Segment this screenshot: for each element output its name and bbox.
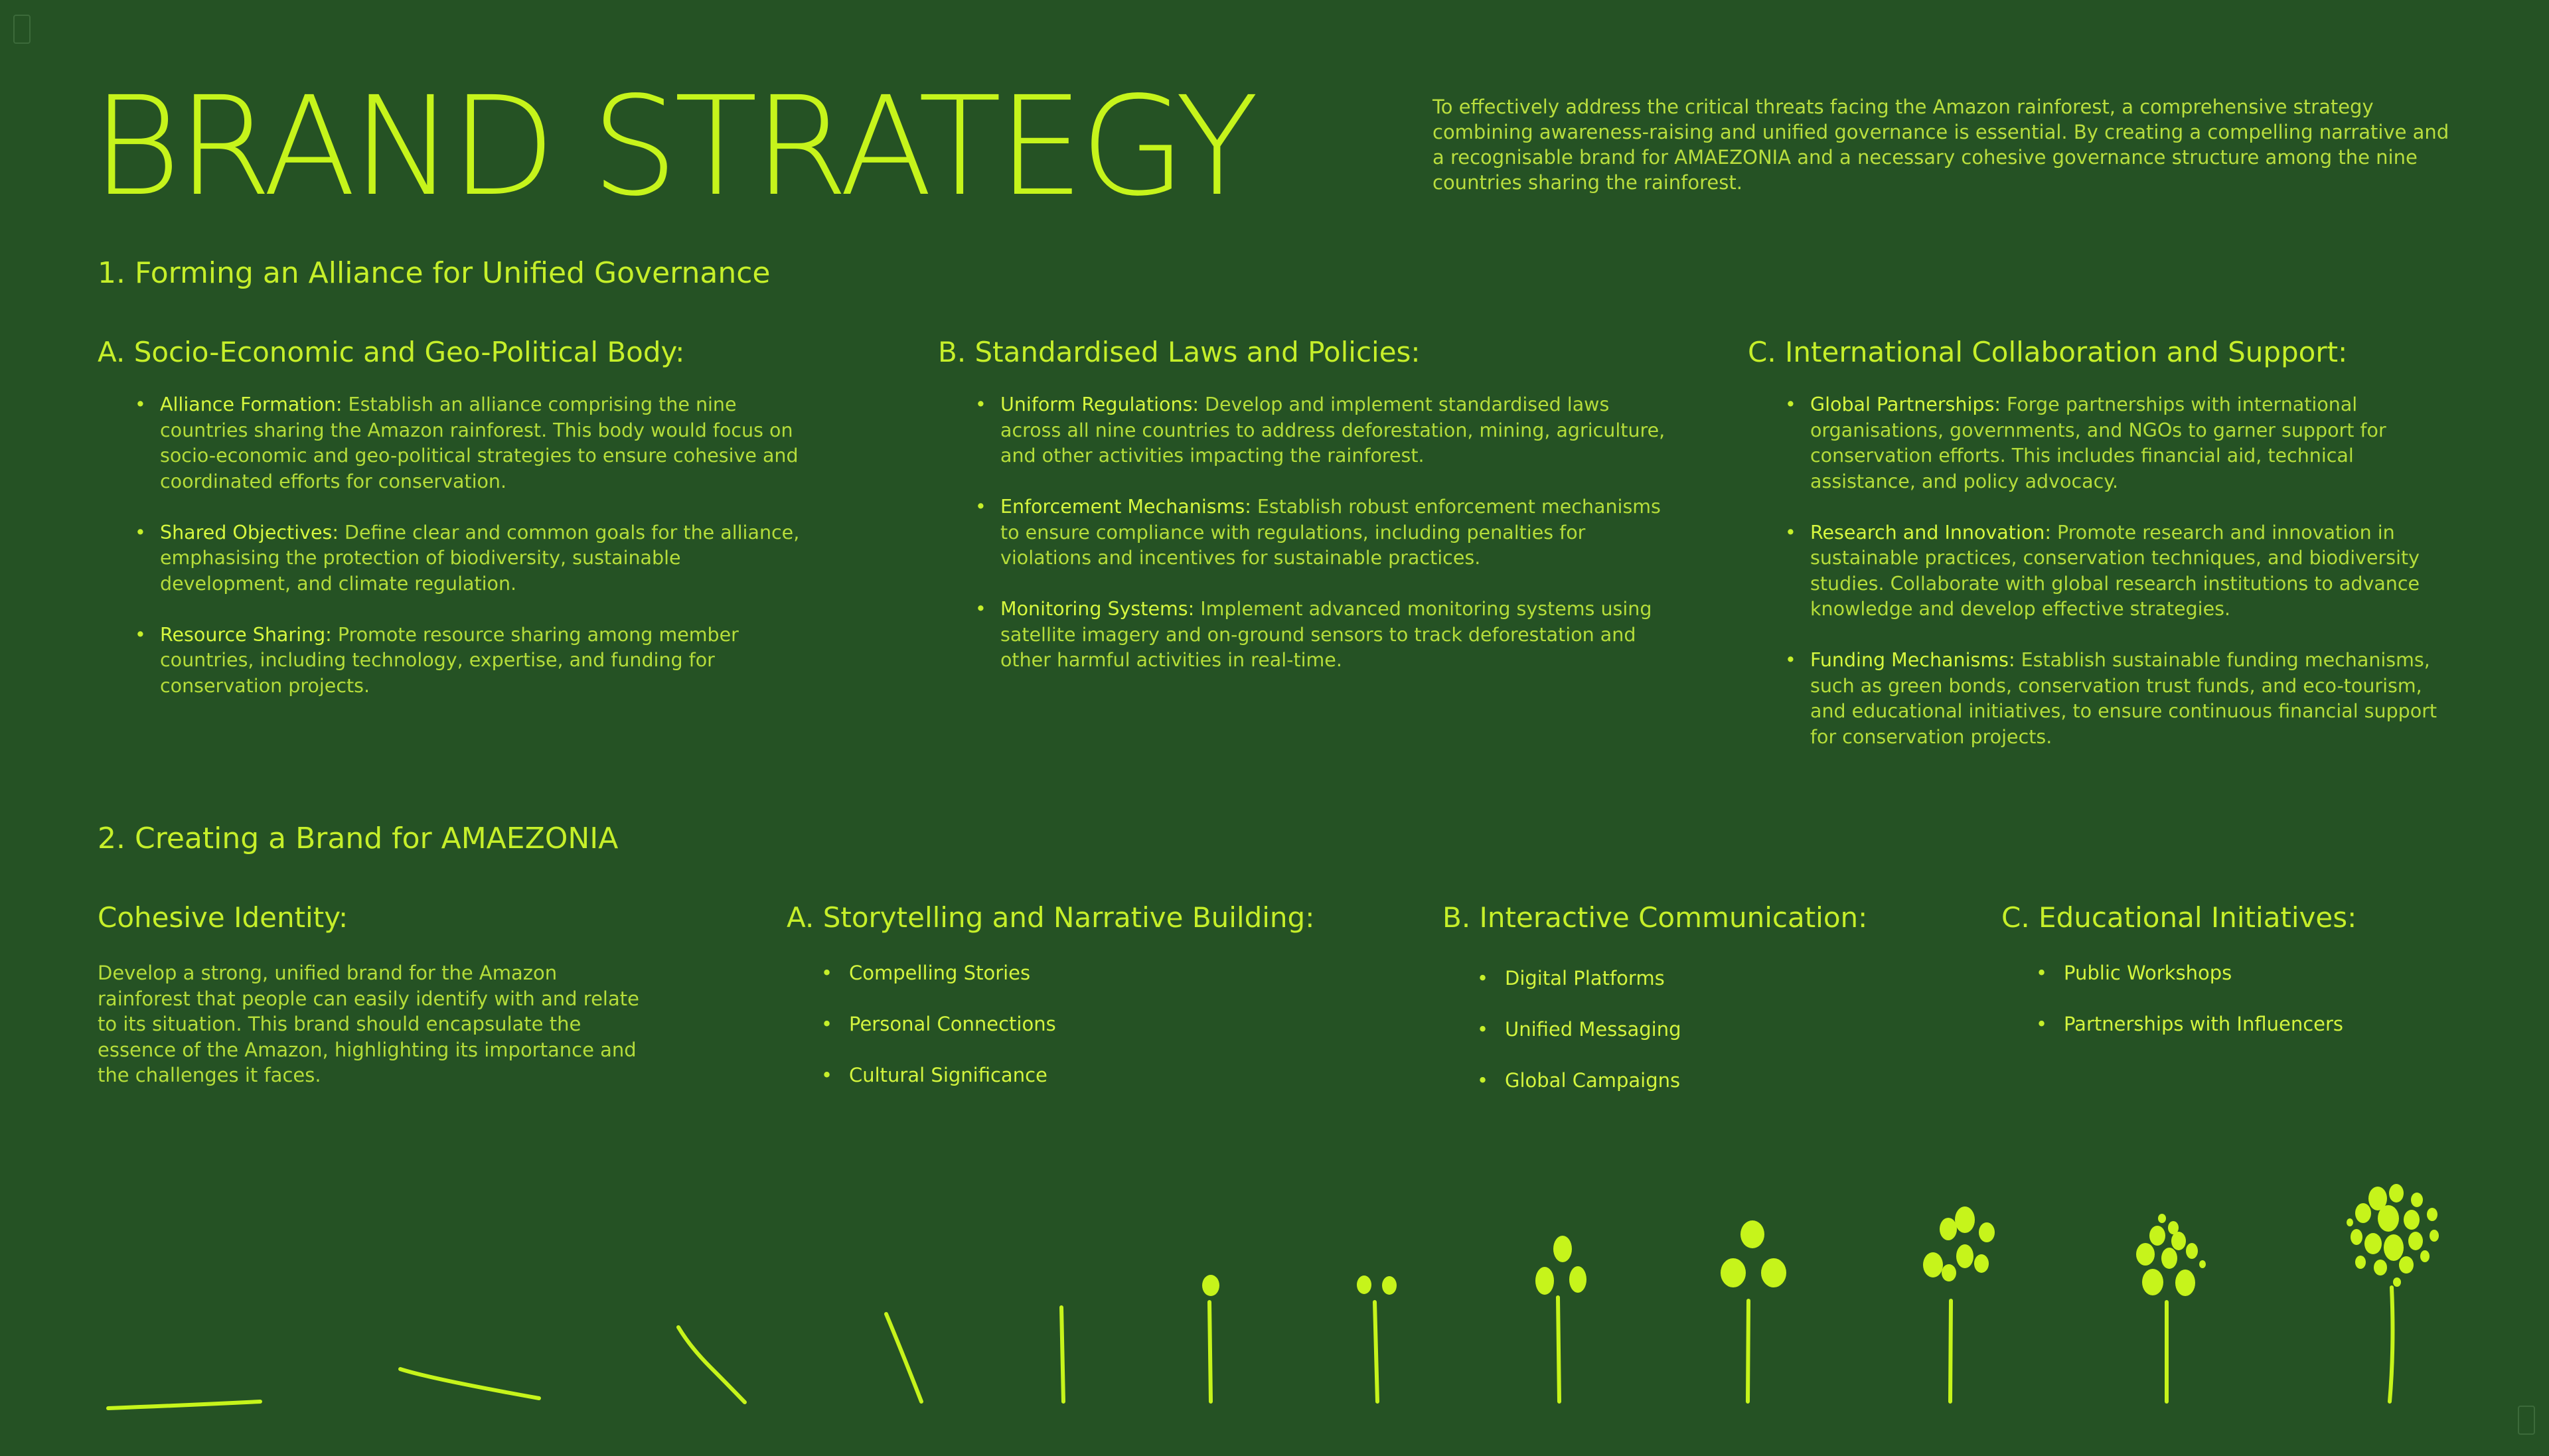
leaf-blob: [2148, 1251, 2153, 1258]
leaf-blob: [1569, 1266, 1586, 1293]
list-item: [787, 1011, 1384, 1037]
leaf-blob: [2408, 1232, 2423, 1250]
bullet-icon: •: [975, 394, 986, 415]
plant-growth-illustration: [0, 1141, 2549, 1420]
leaf-blob: [1740, 1220, 1764, 1248]
list-item: [98, 520, 814, 597]
item-text: Digital Platforms: [1505, 967, 1665, 989]
item-term: Research and Innovation:: [1810, 521, 2051, 544]
item-text: Establish robust enforcement mechanisms to ensure compliance with regulations, including penalties for violations and incentives for sustainable practices.: [1000, 496, 1661, 569]
section-2-heading: 2. Creating a Brand for AMAEZONIA: [98, 822, 619, 855]
list-item: [1442, 1068, 1973, 1093]
leaf-blob: [2149, 1226, 2165, 1246]
leaf-blob: [1202, 1275, 1219, 1296]
item-term: Global Partnerships:: [1810, 394, 2001, 415]
bullet-icon: •: [135, 394, 146, 415]
plant-stage-12: [2390, 1287, 2392, 1402]
list-item: [1748, 392, 2451, 494]
item-text: Promote research and innovation in sustainable practices, conservation techniques, and biodiversity studies. Collaborate with global research institutions to advance knowledge and develop effective strategies.: [1810, 521, 2420, 620]
bullet-icon: •: [821, 962, 833, 984]
leaf-blob: [1974, 1254, 1989, 1273]
item-text: Implement advanced monitoring systems using satellite imagery and on-ground sensors to track deforestation and other harmful activities in real-time.: [1000, 598, 1652, 671]
leaf-blob: [2364, 1233, 2382, 1254]
plant-stage-2: [400, 1369, 539, 1398]
bullet-list: [98, 392, 814, 699]
item-term: Uniform Regulations:: [1000, 394, 1199, 415]
leaf-blob: [2355, 1256, 2366, 1269]
leaf-blob: [2384, 1234, 2404, 1261]
bullet-icon: •: [821, 1064, 833, 1086]
item-text: Develop and implement standardised laws across all nine countries to address deforestation, mining, agriculture, and other activities impacting the rainforest.: [1000, 394, 1665, 467]
bullet-icon: •: [1785, 649, 1796, 671]
leaf-blob: [1535, 1267, 1554, 1295]
leaf-blob: [1721, 1258, 1746, 1287]
plant-stage-4: [886, 1314, 921, 1402]
bullet-icon: •: [2036, 962, 2048, 984]
item-text: Partnerships with Influencers: [2064, 1013, 2344, 1035]
leaf-blob: [1940, 1218, 1957, 1240]
item-term: Enforcement Mechanisms:: [1000, 496, 1251, 518]
plant-stage-8: [1558, 1297, 1559, 1402]
leaf-blob: [2355, 1203, 2371, 1223]
column-heading: B. Interactive Communication:: [1442, 901, 1868, 934]
list-item: [787, 960, 1384, 985]
leaf-blob: [2404, 1210, 2420, 1230]
bullet-icon: •: [821, 1013, 833, 1035]
item-term: Funding Mechanisms:: [1810, 649, 2015, 671]
leaf-blob: [2171, 1232, 2186, 1250]
column-socio-economic: [98, 336, 814, 725]
list-item: [938, 494, 1668, 571]
plant-stage-3: [678, 1327, 745, 1402]
bullet-list: [787, 960, 1384, 1088]
plant-stage-7: [1375, 1302, 1377, 1402]
leaf-blob: [2161, 1248, 2177, 1269]
column-educational-initiatives: [2001, 901, 2466, 1062]
leaf-blob: [2186, 1243, 2198, 1259]
list-item: [938, 597, 1668, 674]
bullet-icon: •: [135, 623, 146, 646]
column-heading: C. Educational Initiatives:: [2001, 901, 2357, 934]
bullet-icon: •: [1785, 394, 1796, 415]
list-item: [938, 392, 1668, 469]
leaf-blob: [1979, 1222, 1995, 1242]
bullet-icon: •: [135, 521, 146, 544]
item-text: Compelling Stories: [849, 962, 1031, 984]
bullet-icon: •: [975, 496, 986, 518]
item-text: Public Workshops: [2064, 962, 2232, 984]
list-item: [98, 392, 814, 494]
leaf-blob: [2347, 1218, 2353, 1226]
column-standardised-laws: [938, 336, 1668, 699]
leaf-blob: [1942, 1264, 1956, 1281]
leaf-blob: [1553, 1236, 1572, 1262]
leaf-blob: [2399, 1256, 2414, 1274]
item-text: Forge partnerships with international organisations, governments, and NGOs to garner support for conservation efforts. This includes financial aid, technical assistance, and policy advocacy.: [1810, 394, 2386, 492]
leaf-blob: [1357, 1275, 1371, 1294]
column-storytelling: [787, 901, 1384, 1114]
leaf-blob: [2378, 1205, 2399, 1232]
item-term: Monitoring Systems:: [1000, 598, 1195, 620]
bullet-icon: •: [1477, 967, 1489, 989]
item-text: Global Campaigns: [1505, 1069, 1681, 1092]
item-term: Shared Objectives:: [160, 521, 339, 544]
leaf-blob: [2393, 1277, 2401, 1287]
column-cohesive-identity: [98, 901, 649, 1088]
column-heading: B. Standardised Laws and Policies:: [938, 336, 1421, 368]
leaf-blob: [2420, 1250, 2430, 1262]
page-title: BRAND STRATEGY: [92, 67, 1255, 226]
bullet-icon: •: [1477, 1069, 1489, 1092]
list-item: [1442, 1017, 1973, 1042]
intro-paragraph: To effectively address the critical threats facing the Amazon rainforest, a comprehensive strategy combining awareness-raising and unified governance is essential. By creating a compelling narrative and a recognisable brand for AMAEZONIA and a necessary cohesive governance structure among the nine countries sharing the rainforest.: [1432, 96, 2449, 194]
bullet-list: [2001, 960, 2466, 1037]
leaf-blob: [1923, 1252, 1943, 1277]
plant-stage-10: [1950, 1301, 1951, 1402]
leaf-blob: [2351, 1229, 2362, 1245]
item-text: Unified Messaging: [1505, 1018, 1681, 1041]
item-term: Alliance Formation:: [160, 394, 343, 415]
leaf-blob: [2199, 1260, 2206, 1268]
column-heading: A. Storytelling and Narrative Building:: [787, 901, 1315, 934]
list-item: [1748, 648, 2451, 750]
item-text: Establish sustainable funding mechanisms, such as green bonds, conservation trust funds, and eco-tourism, and educational initiatives, to ensure continuous financial support for conservation projects.: [1810, 649, 2437, 748]
list-item: [1748, 520, 2451, 622]
column-interactive-communication: [1442, 901, 1973, 1119]
list-item: [2001, 960, 2466, 985]
list-item: [787, 1062, 1384, 1088]
leaf-blob: [2175, 1270, 2195, 1296]
plant-stage-6: [1209, 1302, 1211, 1402]
leaf-blob: [1955, 1206, 1975, 1233]
item-text: Define clear and common goals for the alliance, emphasising the protection of biodiversity, sustainable development, and climate regulation.: [160, 521, 800, 595]
bullet-list: [938, 392, 1668, 674]
leaf-blob: [2374, 1260, 2387, 1275]
leaf-blob: [1956, 1244, 1973, 1268]
list-item: [98, 622, 814, 699]
bullet-list: [1442, 966, 1973, 1093]
plant-stage-1: [108, 1402, 260, 1408]
bullet-icon: •: [2036, 1013, 2048, 1035]
identity-paragraph: Develop a strong, unified brand for the Amazon rainforest that people can easily identify with and relate to its situation. This brand should encapsulate the essence of the Amazon, highlighting its importance and the challenges it faces.: [98, 962, 639, 1086]
list-item: [1442, 966, 1973, 991]
leaf-blob: [2427, 1208, 2437, 1221]
bullet-icon: •: [975, 598, 986, 620]
list-item: [2001, 1011, 2466, 1037]
item-term: Resource Sharing:: [160, 623, 332, 646]
column-heading: A. Socio-Economic and Geo-Political Body:: [98, 336, 685, 368]
item-text: Promote resource sharing among member countries, including technology, expertise, and funding for conservation projects.: [160, 623, 739, 697]
item-text: Establish an alliance comprising the nine countries sharing the Amazon rainforest. This body would focus on socio-economic and geo-political strategies to ensure cohesive and coordinated efforts for conservation.: [160, 394, 799, 492]
item-text: Personal Connections: [849, 1013, 1056, 1035]
column-international-collaboration: [1748, 336, 2451, 776]
leaf-blob: [1382, 1276, 1397, 1295]
item-text: Cultural Significance: [849, 1064, 1047, 1086]
leaf-blob: [1761, 1258, 1786, 1287]
column-heading: C. International Collaboration and Support:: [1748, 336, 2348, 368]
leaf-blob: [2158, 1214, 2166, 1223]
leaf-blob: [2142, 1269, 2163, 1295]
leaf-blob: [2430, 1230, 2439, 1242]
corner-mark-top-left: [13, 15, 31, 44]
column-heading: Cohesive Identity:: [98, 901, 348, 934]
leaf-blob: [2411, 1193, 2423, 1207]
section-1-heading: 1. Forming an Alliance for Unified Governance: [98, 256, 771, 290]
bullet-icon: •: [1477, 1018, 1489, 1041]
plant-stage-5: [1061, 1307, 1063, 1402]
bullet-icon: •: [1785, 521, 1796, 544]
bullet-list: [1748, 392, 2451, 750]
leaf-blob: [2389, 1184, 2404, 1202]
